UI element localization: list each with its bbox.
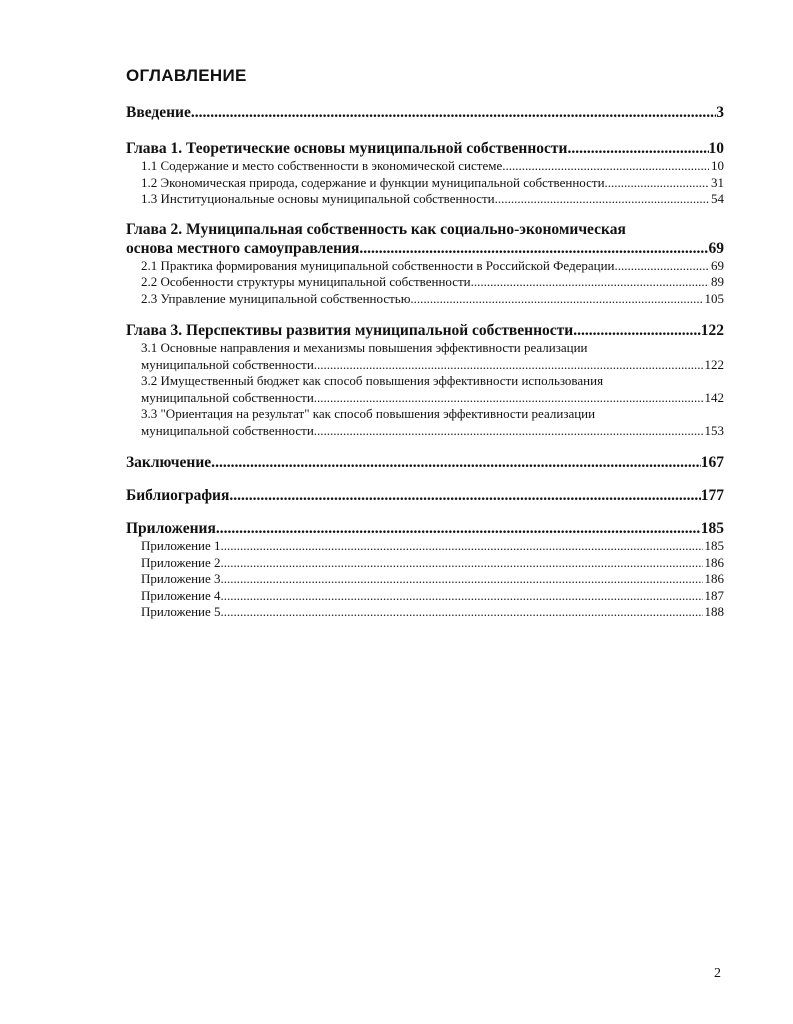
dot-leader — [220, 519, 701, 538]
toc-appendix-3[interactable] — [126, 571, 724, 588]
dot-leader — [221, 604, 703, 621]
toc-appendix-page: 188 — [704, 604, 724, 619]
toc-section-title: 1.3 Институциональные основы муниципальной собственности — [141, 191, 495, 206]
toc-entry-appendices[interactable] — [126, 519, 724, 538]
toc-section-3-2-line1[interactable]: 3.2 Имущественный бюджет как способ повышения эффективности использования — [141, 373, 604, 388]
toc-appendix-4[interactable] — [126, 588, 724, 605]
toc-entry-page: 177 — [700, 487, 724, 504]
toc-section-title: 1.1 Содержание и место собственности в экономической системе — [141, 158, 503, 173]
toc-appendix-title: Приложение 3 — [141, 571, 221, 586]
toc-appendix-title: Приложение 4 — [141, 587, 221, 603]
toc-section-3-2[interactable] — [126, 390, 724, 407]
toc-chapter-title: Глава 3. Перспективы развития муниципальной собственности. — [126, 322, 578, 339]
toc-appendix-page: 187 — [704, 587, 724, 603]
toc-appendix-page: 185 — [704, 538, 724, 553]
toc-section-1-3[interactable] — [126, 191, 724, 208]
toc-entry-page: 185 — [700, 520, 724, 537]
table-of-contents — [126, 103, 724, 621]
dot-leader — [359, 239, 708, 258]
toc-chapter-title: основа местного самоуправления — [126, 239, 360, 257]
toc-section-3-3-line1[interactable]: 3.3 "Ориентация на результат" как способ повышения эффективности реализации — [141, 406, 596, 421]
toc-section-page: 122 — [704, 356, 724, 372]
toc-entry-conclusion[interactable] — [126, 453, 724, 472]
page-number: 2 — [714, 966, 721, 981]
toc-appendix-page: 186 — [704, 554, 724, 570]
toc-section-page: 31 — [711, 174, 724, 190]
toc-entry-page: 167 — [700, 454, 724, 471]
dot-leader — [221, 538, 703, 555]
toc-section-page: 10 — [711, 158, 724, 173]
toc-section-title: муниципальной собственности. — [141, 356, 318, 372]
toc-section-3-1[interactable] — [126, 357, 724, 374]
toc-appendix-title: Приложение 1 — [141, 538, 221, 553]
dot-leader — [317, 390, 702, 407]
toc-chapter-3[interactable] — [126, 321, 724, 340]
toc-appendix-5[interactable] — [126, 604, 724, 621]
toc-section-page: 54 — [711, 191, 724, 206]
toc-section-title: 1.2 Экономическая природа, содержание и функции муниципальной собственности. — [141, 174, 608, 190]
toc-chapter-page: 122 — [700, 322, 724, 339]
toc-entry-title: Библиография — [126, 487, 230, 504]
dot-leader — [471, 274, 709, 291]
toc-chapter-title: Глава 1. Теоретические основы муниципальной собственности. — [126, 140, 572, 157]
toc-section-title: 2.1 Практика формирования муниципальной собственности в Российской Федерации — [141, 257, 615, 273]
toc-section-page: 153 — [704, 422, 724, 438]
toc-entry-bibliography[interactable] — [126, 486, 724, 505]
dot-leader — [571, 139, 708, 158]
dot-leader — [221, 555, 703, 572]
toc-section-2-1[interactable] — [126, 258, 724, 275]
dot-leader — [410, 291, 702, 308]
toc-appendix-title: Приложение 5 — [141, 604, 221, 619]
dot-leader — [215, 453, 701, 472]
toc-section-1-2[interactable] — [126, 175, 724, 192]
toc-entry-intro[interactable] — [126, 103, 724, 122]
toc-appendix-1[interactable] — [126, 538, 724, 555]
toc-chapter-page: 69 — [708, 239, 724, 257]
toc-chapter-page: 10 — [708, 140, 724, 157]
toc-entry-title: Приложения. — [126, 520, 220, 537]
dot-leader — [577, 321, 701, 340]
toc-section-title: 2.2 Особенности структуры муниципальной собственности — [141, 274, 471, 289]
toc-appendix-title: Приложение 2 — [141, 554, 221, 570]
dot-leader — [495, 191, 709, 208]
toc-chapter-2-line1[interactable]: Глава 2. Муниципальная собственность как социально-экономическая — [126, 220, 626, 238]
toc-entry-title: Заключение. — [126, 454, 216, 471]
toc-section-3-1-line1[interactable]: 3.1 Основные направления и механизмы повышения эффективности реализации — [141, 340, 588, 355]
toc-entry-title: Введение — [126, 104, 191, 121]
dot-leader — [229, 486, 700, 505]
toc-section-page: 105 — [704, 290, 724, 306]
toc-section-title: 2.3 Управление муниципальной собственностью — [141, 290, 411, 306]
dot-leader — [502, 158, 709, 175]
dot-leader — [191, 103, 716, 122]
toc-appendix-2[interactable] — [126, 555, 724, 572]
toc-section-1-1[interactable] — [126, 158, 724, 175]
toc-appendix-page: 186 — [704, 571, 724, 586]
toc-section-3-3[interactable] — [126, 423, 724, 440]
dot-leader — [317, 357, 702, 374]
dot-leader — [615, 258, 709, 275]
toc-section-2-3[interactable] — [126, 291, 724, 308]
toc-chapter-2[interactable] — [126, 239, 724, 258]
dot-leader — [317, 423, 702, 440]
page-title: ОГЛАВЛЕНИЕ — [126, 66, 247, 85]
dot-leader — [608, 175, 709, 192]
toc-section-title: муниципальной собственности. — [141, 422, 318, 438]
dot-leader — [221, 571, 703, 588]
toc-section-title: муниципальной собственности. — [141, 389, 318, 405]
toc-chapter-1[interactable] — [126, 139, 724, 158]
toc-section-page: 89 — [711, 274, 724, 289]
dot-leader — [221, 588, 703, 605]
toc-section-2-2[interactable] — [126, 274, 724, 291]
toc-entry-page: 3 — [716, 104, 724, 121]
toc-section-page: 142 — [704, 389, 724, 405]
toc-section-page: 69 — [711, 257, 724, 273]
